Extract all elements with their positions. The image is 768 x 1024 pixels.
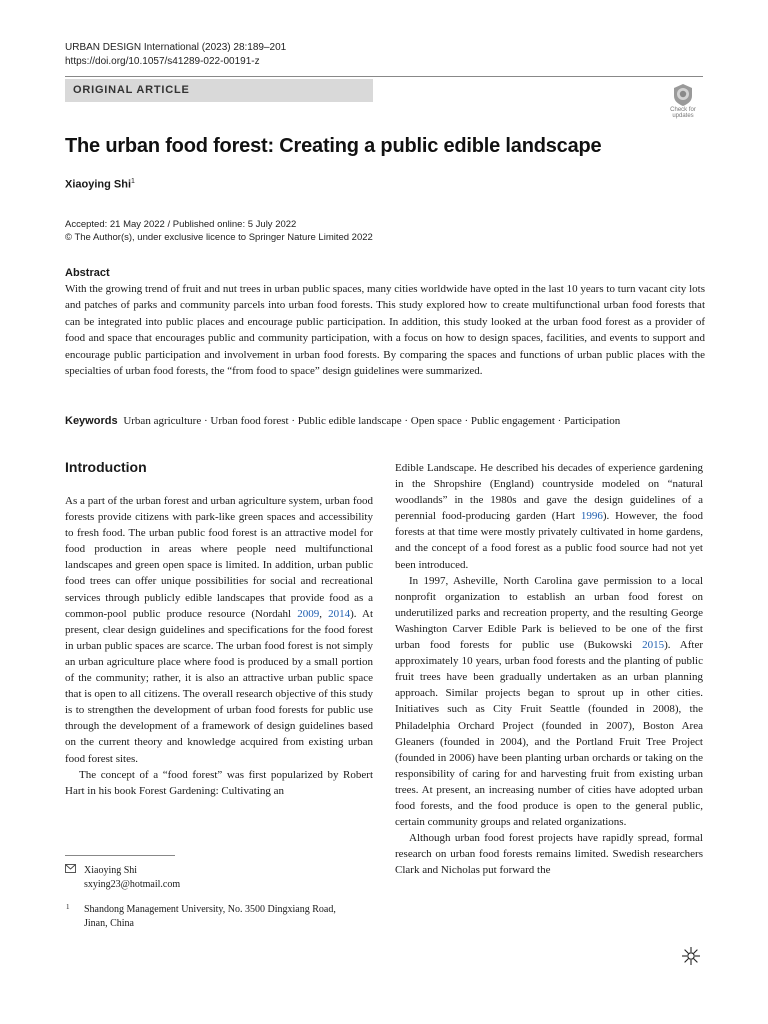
- left-column: [65, 493, 373, 799]
- check-updates-icon: [672, 83, 694, 107]
- check-badge-label-1: Check for: [670, 107, 696, 113]
- author-name[interactable]: Xiaoying Shi: [65, 178, 132, 191]
- abstract-text: With the growing trend of fruit and nut trees in urban public spaces, many cities worldwide have opted in the last 10 years to turn vacant city lots and patches of parks and community parcels into urban food forests. This study explored how to create multifunctional urban food forests that can be integrated into public places and encourage public participation. In addition, this study looked at the urban food forest as a provider of food and space that encourages public and community participation, with a focus on how to design spaces, facilities, and events to support and encourage public participation and involvement in urban food forests. By comparing the spaces and functions of urban public places with the specialties of urban food forests, the “from food to space” design guidelines were summarized.: [65, 283, 705, 378]
- contact-email[interactable]: sxying23@hotmail.com: [84, 879, 181, 890]
- intro-paragraph-5: Although urban food forest projects have rapidly spread, formal research on urban food forests remains limited. Swedish researchers Clark and Nicholas put forward the: [395, 832, 703, 877]
- check-badge-label-2: updates: [672, 113, 694, 119]
- keywords: [65, 414, 705, 429]
- intro-paragraph-3: Edible Landscape. He described his decades of experience gardening in the Shropshire (England) countryside modeled on “natural woodlands” in the 1980s and gave the design guidelines of a perennial food-producing garden (Hart 1996). However, the food forests at that time were mostly privately cultivated in home gardens, and the concept of a food forest as a public food source had not yet been introduced.: [395, 462, 703, 571]
- keywords-label: Keywords: [65, 415, 118, 427]
- intro-paragraph-1: As a part of the urban forest and urban agriculture system, urban food forests provide citizens with park-like green spaces and accessibility to fresh food. The urban public food forest is an attractive model for food production in areas where people need multifunctional landscapes and green open space is limited. In addition, urban public food trees can offer unique possibilities for social and recreational services through publicly edible landscapes that provide food as a common-pool public produce resource (Nordahl 2009, 2014). At present, clear design guidelines and specifications for the food forest in urban public spaces are scarce. The urban food forest is not simply an urban agriculture place where food is produced by a small portion of the community; rather, it is also an attractive urban public space that is open to all citizens. The overall research objective of this study is to strengthen the development of urban food forests for public use through the development of a framework of design guidelines based on the current theory and knowledge acquired from existing urban food forest sites.: [65, 495, 374, 765]
- author-affil-mark: 1: [131, 178, 135, 185]
- contact-name: Xiaoying Shi: [84, 865, 138, 876]
- journal-citation: URBAN DESIGN International (2023) 28:189–201: [65, 42, 287, 53]
- author-line: [65, 178, 135, 191]
- citation-link-nordahl-2009[interactable]: 2009: [297, 607, 320, 620]
- affiliation-number: 1: [66, 903, 70, 911]
- affiliation-text: Shandong Management University, No. 3500 Dingxiang Road, Jinan, China: [84, 904, 336, 929]
- check-for-updates-badge[interactable]: [664, 83, 702, 123]
- publication-dates: [65, 218, 373, 244]
- footnote-rule: [65, 855, 175, 856]
- doi-link[interactable]: https://doi.org/10.1057/s41289-022-00191-z: [65, 56, 260, 67]
- accepted-published: Accepted: 21 May 2022 / Published online: 5 July 2022: [65, 219, 297, 230]
- right-column: [395, 460, 703, 878]
- intro-paragraph-4: In 1997, Asheville, North Carolina gave permission to a local nonprofit organization to establish an urban food forest on underutilized parks and recreation property, and the resulting George Washington Carver Edible Park is believed to be one of the first urban food forests for public use (Bukowski 2015). After approximately 10 years, urban food forests and the planting of public fruit trees have been gradually undertaken as an urban planning approach. Similar projects began to sprout up in other cities. Initiatives such as City Fruit Seattle (founded in 2008), the Philadelphia Orchard Project (founded in 2007), Boston Area Gleaners (founded in 2004), and the Portland Fruit Tree Project (founded in 2006) have been planting urban orchards or taking on the responsibility of caring for and harvesting fruit from existing urban trees. At present, an increasing number of cities have adopted urban food forests, and the food produce is open to the general public, certain community groups and related organizations.: [395, 574, 703, 829]
- citation-link-hart-1996[interactable]: 1996: [580, 510, 603, 523]
- springer-logo-icon: [681, 946, 701, 966]
- abstract-heading: Abstract: [65, 267, 110, 279]
- journal-header: [65, 41, 286, 69]
- citation-link-nordahl-2014[interactable]: 2014: [328, 607, 351, 620]
- envelope-icon: [65, 864, 76, 878]
- header-rule: [65, 76, 703, 77]
- article-title: The urban food forest: Creating a public edible landscape: [65, 135, 602, 157]
- citation-link-bukowski-2015[interactable]: 2015: [642, 639, 665, 652]
- introduction-heading: Introduction: [65, 459, 147, 475]
- copyright-line: © The Author(s), under exclusive licence to Springer Nature Limited 2022: [65, 232, 373, 243]
- corresponding-author: [84, 864, 180, 892]
- intro-paragraph-2: The concept of a “food forest” was first popularized by Robert Hart in his book Forest Gardening: Cultivating an: [65, 768, 373, 797]
- article-type-banner: ORIGINAL ARTICLE: [65, 79, 373, 102]
- keywords-list: Urban agriculture · Urban food forest · Public edible landscape · Open space · Public engagement · Participation: [123, 415, 621, 427]
